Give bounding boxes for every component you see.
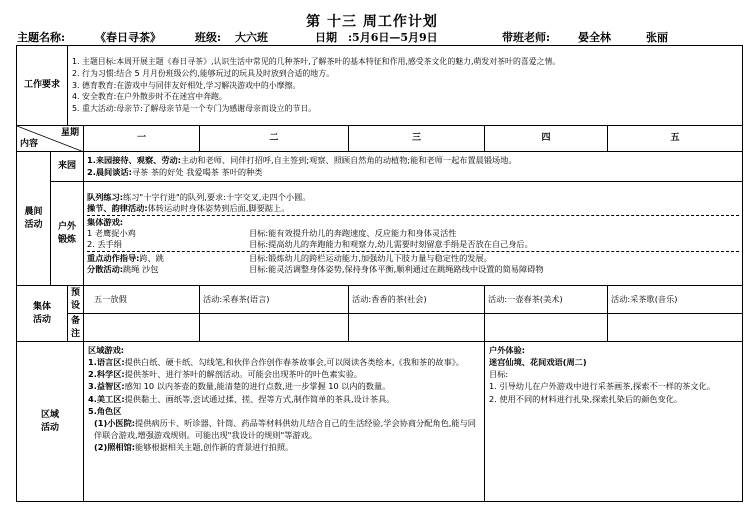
outdoor-label-line: 锻炼 bbox=[58, 234, 77, 245]
weekday-corner-cell bbox=[17, 126, 84, 152]
note-cell bbox=[608, 314, 743, 342]
role-sub-title: (2)照相馆: bbox=[94, 442, 136, 453]
class-label: 班级: bbox=[195, 31, 222, 44]
group-games-title: 集体游戏: bbox=[87, 216, 124, 227]
key-action-text: 跨、跳 bbox=[139, 253, 164, 264]
group-plan-thursday: 活动:一壶春茶(美术) bbox=[485, 286, 608, 314]
area-label-line: 区域 bbox=[41, 409, 60, 420]
key-action-title: 重点动作指导: bbox=[87, 253, 140, 264]
split-activity-text: 跳绳 沙包 bbox=[123, 264, 159, 275]
theme-value: 《春日寻茶》 bbox=[95, 31, 161, 44]
formation-text: 练习"十字行进"的队列,要求:十字交叉,走四个小圆。 bbox=[123, 191, 311, 202]
split-activity-goal: 目标:能灵活调整身体姿势,保持身体平衡,顺利通过在跳绳路线中设置的简易障碍物 bbox=[249, 264, 544, 275]
morning-label-line: 晨间 bbox=[24, 206, 43, 217]
role-sub-text: 提供病历卡、听诊器、针筒、药品等材料供幼儿结合自己的生活经验,学会协商分配角色,能与同伴联合游戏,增强游戏规则。可能出现"我设计的规则"等游戏。 bbox=[94, 417, 476, 440]
group-activity-preset-row bbox=[17, 286, 743, 314]
arrival-label: 来园 bbox=[51, 152, 84, 182]
area-item-text: 提供黏土、画纸等,尝试通过揉、搓、捏等方式,制作简单的茶具,设计茶具。 bbox=[124, 393, 395, 404]
area-item-title: 3.益智区: bbox=[88, 381, 125, 392]
area-activities-label bbox=[17, 342, 84, 502]
role-sub-title: (1)小医院: bbox=[94, 417, 136, 428]
weekday-wednesday: 三 bbox=[349, 126, 485, 152]
class-value: 大六班 bbox=[235, 31, 268, 44]
notes-label-char: 备 bbox=[71, 315, 81, 326]
group-activity-notes-row bbox=[17, 314, 743, 342]
arrival-row bbox=[17, 152, 743, 182]
outdoor-label-line: 户外 bbox=[58, 221, 77, 232]
group-activities-label bbox=[17, 286, 68, 342]
role-sub-item bbox=[88, 441, 480, 453]
area-item bbox=[88, 405, 480, 417]
arrival-item-title: 1.来园接待、观察、劳动: bbox=[87, 155, 181, 166]
outdoor-experience-title: 户外体验: bbox=[489, 345, 526, 355]
group-game-goal: 目标:能有效提升幼儿的奔跑速度、反应能力和身体灵活性 bbox=[249, 227, 457, 238]
date-value: :5月6日—5月9日 bbox=[348, 31, 438, 44]
date-label: 日期 bbox=[315, 31, 337, 44]
preset-label bbox=[68, 286, 84, 314]
note-cell bbox=[485, 314, 608, 342]
preset-label-char: 预 bbox=[71, 287, 81, 298]
morning-talk-text: 寻茶 茶的好处 我爱喝茶 茶叶的种类 bbox=[131, 166, 263, 177]
notes-label-char: 注 bbox=[71, 328, 81, 339]
exercise-title: 操节、韵律活动: bbox=[87, 202, 148, 213]
group-game-goal: 目标:提高幼儿的奔跑能力和观察力,幼儿需要时刻留意手绢是否放在自己身后。 bbox=[249, 239, 533, 250]
weekday-thursday: 四 bbox=[485, 126, 608, 152]
preset-label-char: 设 bbox=[71, 300, 81, 311]
teacher-label: 带班老师: bbox=[502, 31, 551, 44]
area-item-title: 1.语言区: bbox=[88, 357, 125, 368]
outdoor-exercise-label bbox=[51, 182, 84, 286]
arrival-content bbox=[84, 152, 743, 182]
area-item bbox=[88, 393, 480, 405]
morning-label-line: 活动 bbox=[24, 219, 43, 230]
outdoor-experience-game: 迷宫仙境、花间戏语(周二) bbox=[489, 357, 587, 368]
area-item-title: 5.角色区 bbox=[88, 405, 122, 416]
area-item bbox=[88, 356, 480, 368]
outdoor-goal-label: 目标: bbox=[489, 369, 509, 380]
morning-activities-label bbox=[17, 152, 51, 286]
outdoor-goal: 2. 使用不同的材料进行扎染,探索扎染后的颜色变化。 bbox=[489, 393, 683, 404]
note-cell bbox=[84, 314, 200, 342]
work-requirements-label: 工作要求 bbox=[17, 46, 68, 126]
work-requirements-list bbox=[68, 46, 743, 126]
group-plan-monday: 五一放假 bbox=[84, 286, 200, 314]
group-label-line: 集体 bbox=[33, 301, 52, 312]
page-title: 第 十三 周工作计划 bbox=[306, 14, 438, 30]
requirement-item: 2. 行为习惯:结合 5 月月份班级公约,能够玩过的玩具及时放到合适的地方。 bbox=[72, 68, 334, 78]
area-label-line: 活动 bbox=[41, 422, 60, 433]
area-item-title: 2.科学区: bbox=[88, 369, 125, 380]
note-cell bbox=[349, 314, 485, 342]
group-game-name: 1 老鹰捉小鸡 bbox=[87, 227, 136, 238]
weekday-tuesday: 二 bbox=[200, 126, 349, 152]
requirement-item: 3. 德育教育:在游戏中与同伴友好相处,学习解决游戏中的小摩擦。 bbox=[72, 80, 301, 90]
note-cell bbox=[200, 314, 349, 342]
area-item bbox=[88, 380, 480, 392]
weekday-corner-top: 星期 bbox=[61, 128, 80, 138]
area-games-title: 区域游戏: bbox=[88, 345, 125, 355]
area-item-text: 感知 10 以内茶壶的数量,能清楚的进行点数,进一步掌握 10 以内的数量。 bbox=[124, 381, 391, 392]
teacher-name: 晏全林 bbox=[578, 31, 611, 44]
area-item-text: 提供白纸、硬卡纸、勾线笔,和伙伴合作创作春茶故事会,可以阅读各类绘本,《我和茶的故事》。 bbox=[124, 357, 465, 368]
area-item-text: 提供茶叶、进行茶叶的解剖活动。可能会出现茶叶的叶色素实验。 bbox=[124, 369, 363, 380]
area-activities-row bbox=[17, 342, 743, 502]
weekly-plan-table bbox=[16, 45, 743, 502]
key-action-goal: 目标:锻炼幼儿的跨栏运动能力,加强幼儿下肢力量与稳定性的发展。 bbox=[249, 253, 492, 264]
arrival-item-text: 主动和老师、同伴打招呼,自主签到;观察、照顾自然角的动植物;能和老师一起布置晨锻场地。 bbox=[180, 155, 517, 166]
theme-label: 主题名称: bbox=[17, 31, 66, 44]
requirement-item: 5. 重大活动:母亲节:了解母亲节是一个专门为感谢母亲而设立的节日。 bbox=[72, 104, 317, 114]
morning-talk-title: 2.晨间谈话: bbox=[87, 166, 132, 177]
group-plan-tuesday: 活动:采春茶(语言) bbox=[200, 286, 349, 314]
role-sub-text: 能够根据相关主题,创作新的背景进行拍照。 bbox=[135, 442, 294, 453]
weekday-corner-bottom: 内容 bbox=[20, 138, 39, 149]
split-activity-title: 分散活动: bbox=[87, 264, 124, 275]
role-sub-item bbox=[88, 417, 480, 441]
outdoor-exercise-content bbox=[84, 182, 743, 286]
area-item-title: 4.美工区: bbox=[88, 393, 125, 404]
work-requirements-row bbox=[17, 46, 743, 126]
weekday-monday: 一 bbox=[84, 126, 200, 152]
plan-info-bar bbox=[0, 29, 744, 45]
area-item bbox=[88, 368, 480, 380]
requirement-item: 4. 安全教育:在户外散步时不在迷宫中奔跑。 bbox=[72, 92, 227, 102]
weekday-friday: 五 bbox=[608, 126, 743, 152]
teacher-name: 张丽 bbox=[646, 31, 668, 44]
outdoor-experience-content bbox=[485, 342, 743, 502]
group-label-line: 活动 bbox=[33, 314, 52, 325]
requirement-item: 1. 主题目标:本周开展主题《春日寻茶》,认识生活中常见的几种茶叶,了解茶叶的基本特征和作用,感受茶文化的魅力,萌发对茶叶的喜爱之情。 bbox=[72, 56, 561, 66]
outdoor-exercise-row bbox=[17, 182, 743, 286]
outdoor-goal: 1. 引导幼儿在户外游戏中进行采茶画茶,探索不一样的茶文化。 bbox=[489, 381, 715, 392]
group-plan-friday: 活动:采茶歌(音乐) bbox=[608, 286, 743, 314]
exercise-text: 体转运动时身体姿势到后面,脚要踮上。 bbox=[147, 202, 290, 213]
notes-label bbox=[68, 314, 84, 342]
group-game-name: 2. 丢手绢 bbox=[87, 239, 122, 250]
weekday-header-row bbox=[17, 126, 743, 152]
group-plan-wednesday: 活动:香香的茶(社会) bbox=[349, 286, 485, 314]
formation-title: 队列练习: bbox=[87, 191, 124, 202]
area-games-content bbox=[84, 342, 485, 502]
